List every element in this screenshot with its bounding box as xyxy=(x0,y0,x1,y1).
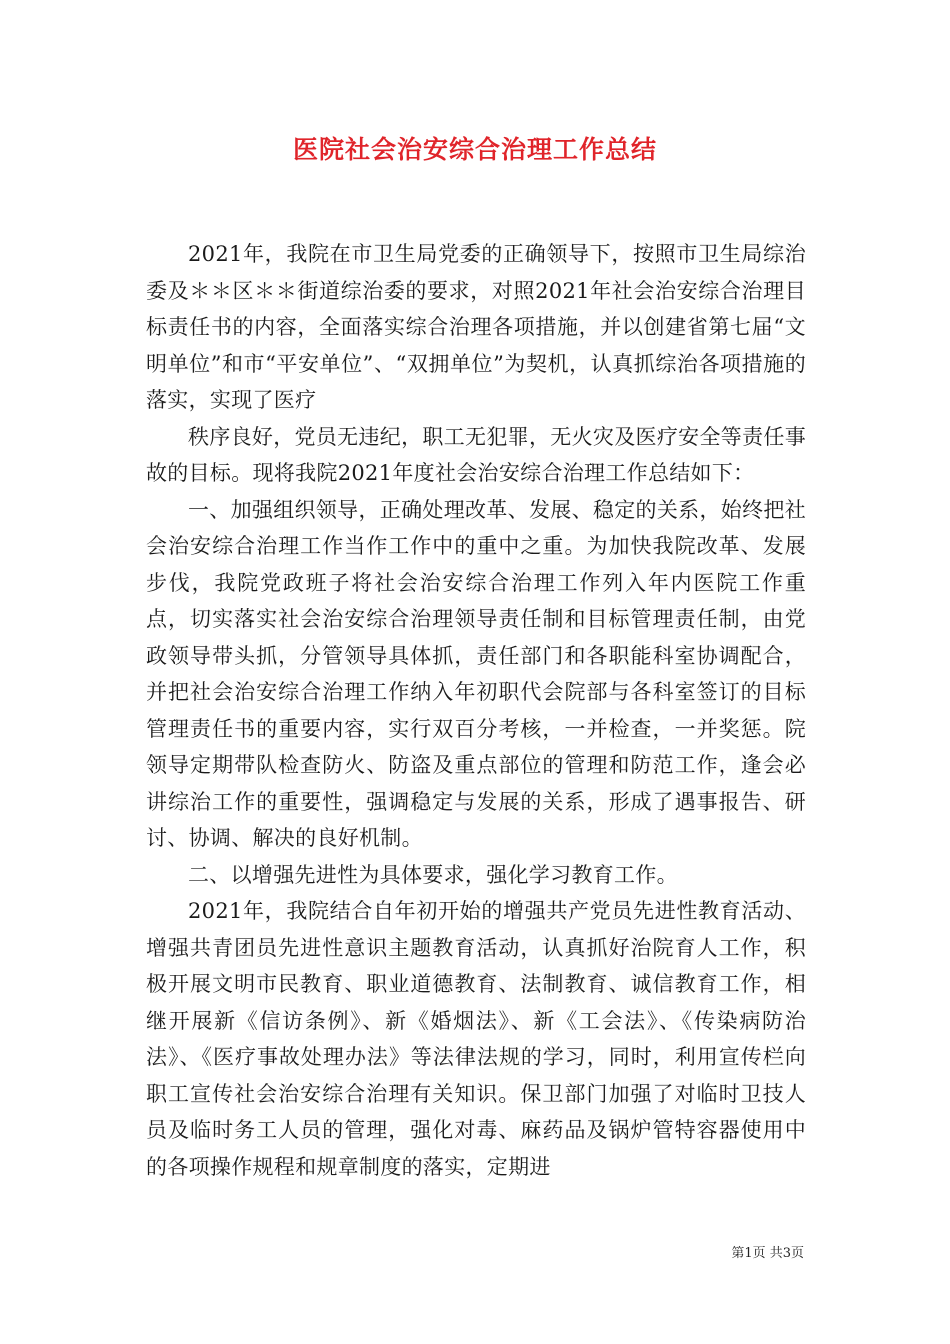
page-number: 第1页 共3页 xyxy=(731,1246,804,1261)
document-body xyxy=(146,236,806,1185)
paragraph-section-one: 一、加强组织领导，正确处理改革、发展、稳定的关系，始终把社会治安综合治理工作当作工作中的重中之重。为加快我院改革、发展步伐，我院党政班子将社会治安综合治理工作列入年内医院工作重点，切实落实社会治安综合治理领导责任制和目标管理责任制，由党政领导带头抓，分管领导具体抓，责任部门和各职能科室协调配合，并把社会治安综合治理工作纳入年初职代会院部与各科室签订的目标管理责任书的重要内容，实行双百分考核，一并检查，一并奖惩。院领导定期带队检查防火、防盗及重点部位的管理和防范工作，逢会必讲综治工作的重要性，强调稳定与发展的关系，形成了遇事报告、研讨、协调、解决的良好机制。 xyxy=(146,497,806,850)
paragraph-section-two-body: 2021年，我院结合自年初开始的增强共产党员先进性教育活动、增强共青团员先进性意识主题教育活动，认真抓好治院育人工作，积极开展文明市民教育、职业道德教育、法制教育、诚信教育工作，相继开展新《信访条例》、新《婚烟法》、新《工会法》、《传染病防治法》、《医疗事故处理办法》等法律法规的学习，同时，利用宣传栏向职工宣传社会治安综合治理有关知识。保卫部门加强了对临时卫技人员及临时务工人员的管理，强化对毒、麻药品及锅炉管特容器使用中的各项操作规程和规章制度的落实，定期进 xyxy=(146,899,806,1179)
paragraph-summary: 秩序良好，党员无违纪，职工无犯罪，无火灾及医疗安全等责任事故的目标。现将我院2021年度社会治安综合治理工作总结如下： xyxy=(146,424,806,485)
paragraph-intro: 2021年，我院在市卫生局党委的正确领导下，按照市卫生局综治委及＊＊区＊＊街道综治委的要求，对照2021年社会治安综合治理目标责任书的内容，全面落实综合治理各项措施，并以创建省第七届“文明单位”和市“平安单位”、“双拥单位”为契机，认真抓综治各项措施的落实，实现了医疗 xyxy=(146,242,806,412)
document-title: 医院社会治安综合治理工作总结 xyxy=(292,135,657,164)
paragraph-section-two-heading: 二、以增强先进性为具体要求，强化学习教育工作。 xyxy=(188,862,678,887)
